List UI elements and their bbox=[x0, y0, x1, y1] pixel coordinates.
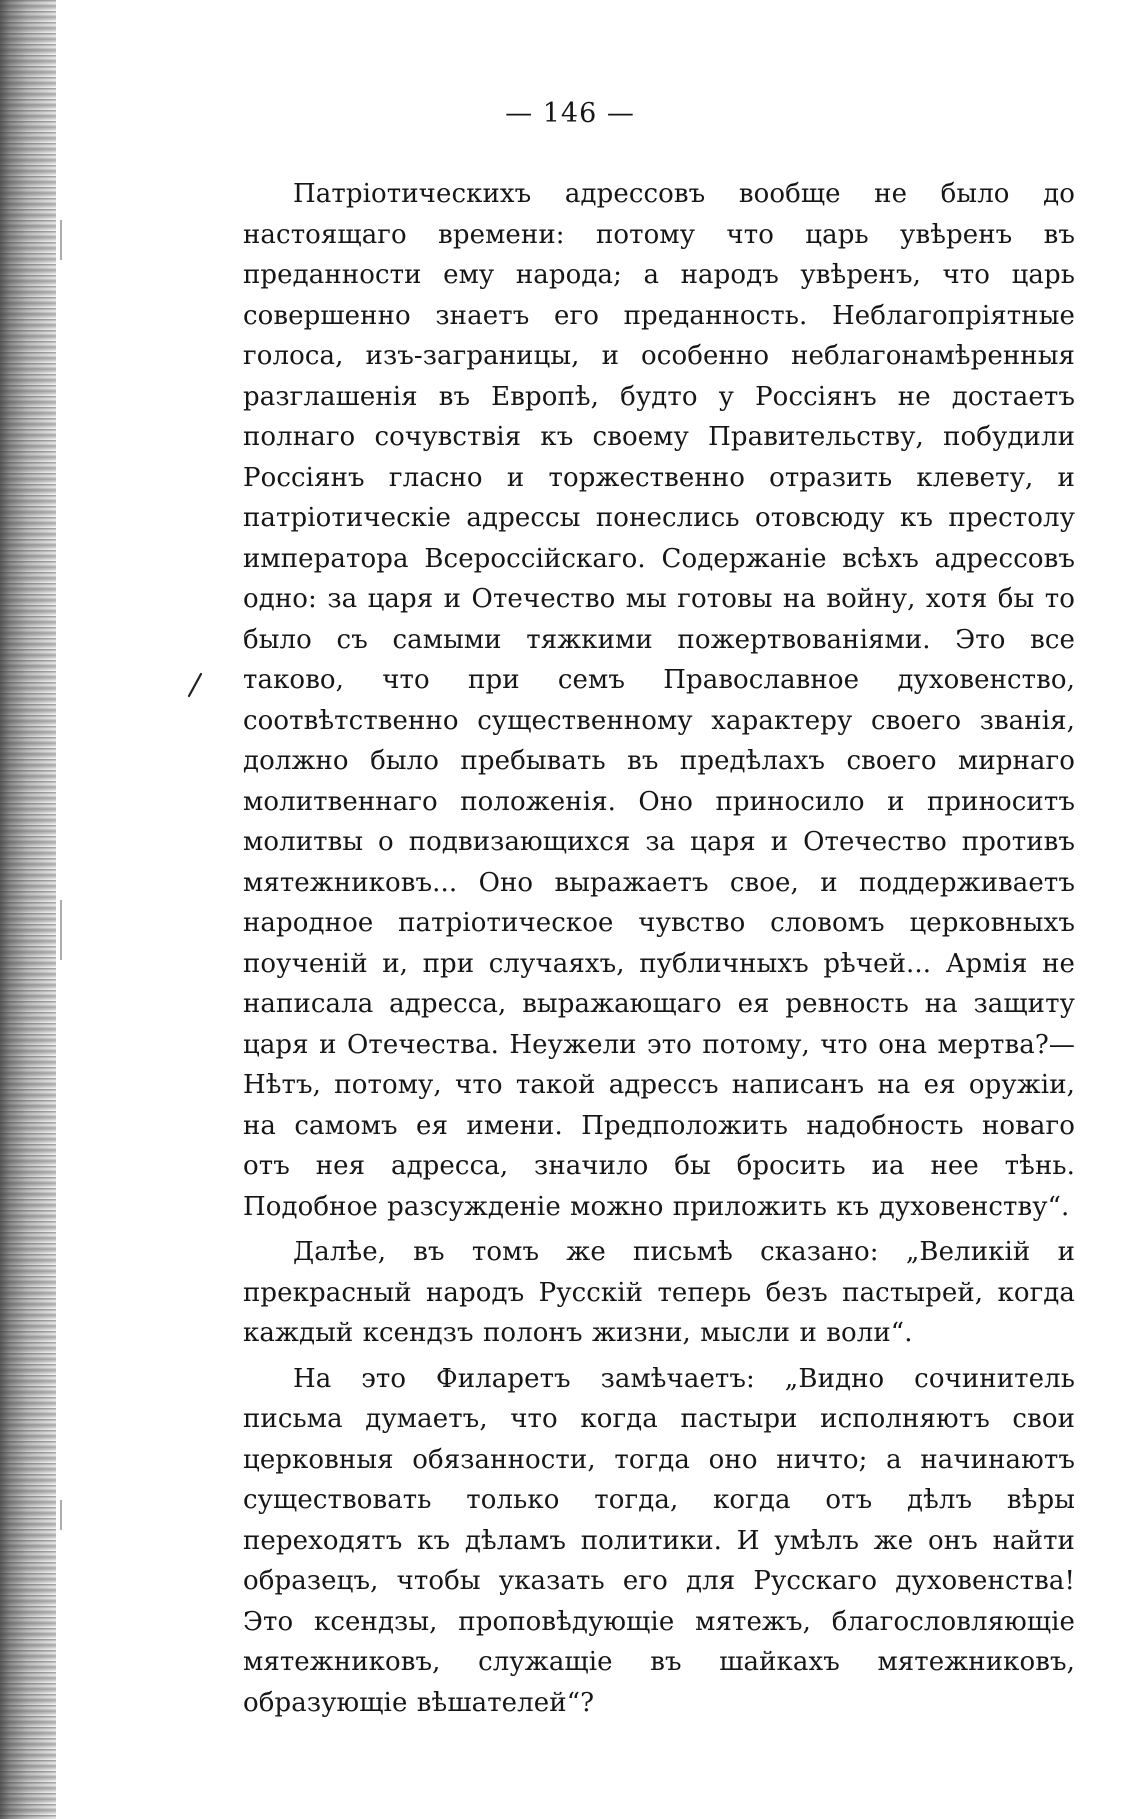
paragraph: На это Филаретъ замѣчаетъ: „Видно сочинитель письма думаетъ, что когда пастыри исполняютъ свои церковныя обязанности, тогда оно ничто; а начинаютъ существовать только тогда, когда отъ дѣлъ вѣры переходятъ къ дѣламъ политики. И умѣлъ же онъ найти образецъ, чтобы указать его для Русскаго духовенства! Это ксендзы, проповѣдующіе мятежъ, благословляющіе мятежниковъ, служащіе въ шайкахъ мятежниковъ, образующіе вѣшателей“? bbox=[243, 1363, 1075, 1718]
pencil-margin-mark bbox=[186, 672, 204, 698]
body-text bbox=[243, 174, 1075, 1728]
scan-speck bbox=[60, 220, 62, 260]
scan-speck bbox=[60, 900, 62, 960]
scan-edge-shadow bbox=[0, 0, 56, 1819]
scan-speck bbox=[60, 1500, 62, 1530]
page-number: — 146 — bbox=[505, 98, 635, 129]
paragraph: Патріотическихъ адрессовъ вообще не было до настоящаго времени: потому что царь увѣренъ въ преданности ему народа; а народъ увѣренъ, что царь совершенно знаетъ его преданность. Неблагопріятные голоса, изъ-заграницы, и особенно неблагонамѣренныя разглашенія въ Европѣ, будто у Россіянъ не достаетъ полнаго сочувствія къ своему Правительству, побудили Россіянъ гласно и торжественно отразить клевету, и патріотическіе адрессы понеслись отовсюду къ престолу императора Всероссійскаго. Содержаніе всѣхъ адрессовъ одно: за царя и Отечество мы готовы на войну, хотя бы то было съ самыми тяжкими пожертвованіями. Это все таково, что при семъ Православное духовенство, соотвѣтственно существенному характеру своего званія, должно было пребывать въ предѣлахъ своего мирнаго молитвеннаго положенія. Оно приносило и приноситъ молитвы о подвизающихся за царя и Отечество противъ мятежниковъ... Оно выражаетъ свое, и поддерживаетъ народное патріотическое чувство словомъ церковныхъ поученій и, при случаяхъ, публичныхъ рѣчей... Армія не написала адресса, выражающаго ея ревность на защиту царя и Отечества. Неужели это потому, что она мертва?—Нѣтъ, потому, что такой адрессъ написанъ на ея оружіи, на самомъ ея имени. Предположить надобность новаго отъ нея адресса, значило бы бросить иа нее тѣнь. Подобное разсужденіе можно приложить къ духовенству“. bbox=[243, 179, 1075, 1222]
paragraph: Далѣе, въ томъ же письмѣ сказано: „Великій и прекрасный народъ Русскій теперь безъ пастырей, когда каждый ксендзъ полонъ жизни, мысли и воли“. bbox=[243, 1237, 1075, 1348]
